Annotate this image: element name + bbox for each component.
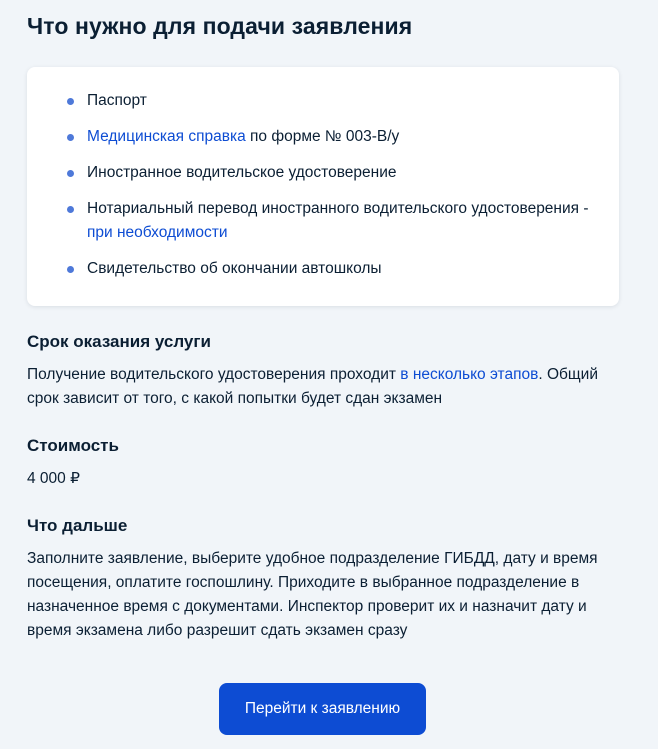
service-term-text [27, 363, 627, 411]
document-label: Нотариальный перевод иностранного водительского удостоверения - [87, 200, 589, 217]
document-label: по форме № 003-В/у [245, 128, 400, 145]
document-label: Свидетельство об окончании автошколы [87, 260, 382, 277]
next-steps-text: Заполните заявление, выберите удобное подразделение ГИБДД, дату и время посещения, оплатите госпошлину. Приходите в выбранное подразделение в назначенное время с документами. Инспектор проверит их и назначит дату и время экзамена либо разрешит сдать экзамен сразу [27, 550, 598, 639]
document-item-medical-certificate [67, 125, 599, 149]
medical-certificate-link[interactable]: Медицинская справка [87, 128, 246, 145]
document-item-notarized-translation [67, 197, 599, 245]
service-term-heading: Срок оказания услуги [27, 332, 211, 351]
next-steps-heading: Что дальше [27, 516, 128, 535]
document-item-foreign-license [67, 161, 599, 185]
required-documents-card [27, 67, 619, 306]
service-term-text-end: . Общий срок зависит от того, с какой попытки будет сдан экзамен [27, 366, 598, 407]
cost-value: 4 000 ₽ [27, 470, 80, 487]
bullet-icon [67, 266, 74, 273]
service-term-text-start: Получение водительского удостоверения проходит [27, 366, 401, 383]
document-item-passport [67, 89, 599, 113]
go-to-application-button[interactable]: Перейти к заявлению [219, 683, 426, 735]
bullet-icon [67, 98, 74, 105]
document-item-driving-school-certificate [67, 257, 599, 281]
bullet-icon [67, 134, 74, 141]
several-stages-link[interactable]: в несколько этапов [400, 366, 539, 383]
page-title: Что нужно для подачи заявления [27, 13, 413, 39]
if-necessary-link[interactable]: при необходимости [87, 224, 228, 241]
bullet-icon [67, 206, 74, 213]
cost-heading: Стоимость [27, 436, 119, 455]
required-documents-list [67, 89, 599, 281]
bullet-icon [67, 170, 74, 177]
document-label: Иностранное водительское удостоверение [87, 164, 397, 181]
document-label: Паспорт [87, 92, 147, 109]
